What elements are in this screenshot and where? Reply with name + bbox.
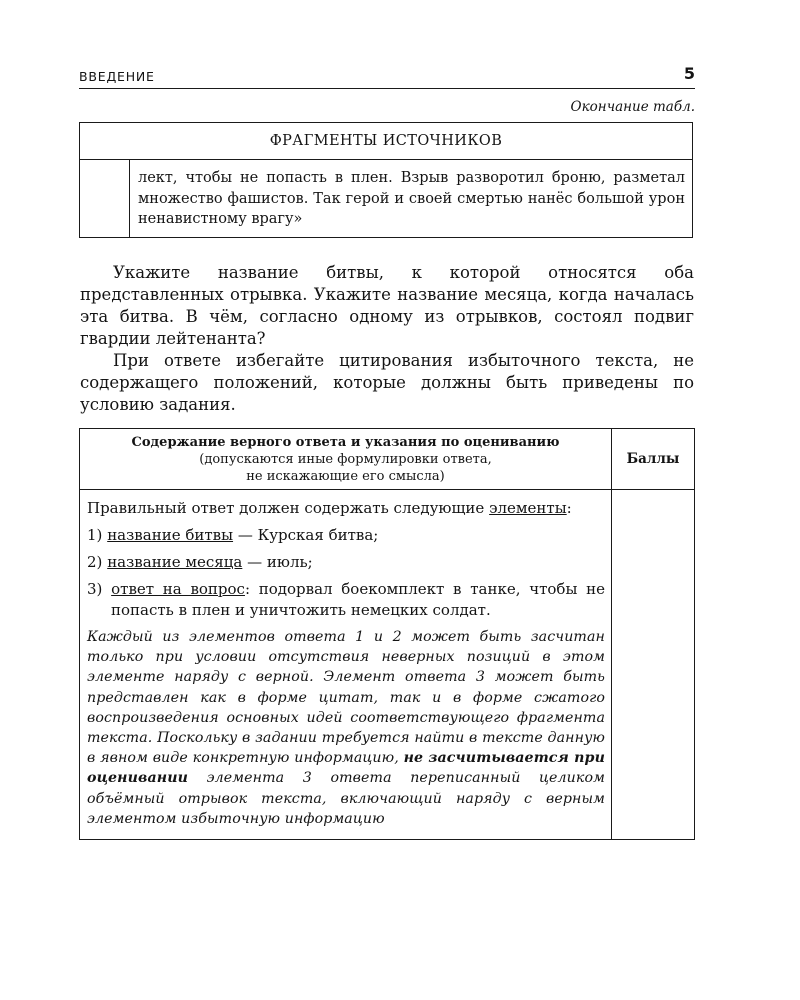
- instruction-paragraph: При ответе избегайте цитирования избыточного текста, не содержащего положений, которые должны быть приведены по условию задания.: [80, 351, 694, 414]
- content-column-header: [80, 429, 612, 490]
- score-cell: [612, 490, 695, 840]
- answer-element-3: [87, 579, 605, 621]
- answer-element-1: [87, 525, 605, 546]
- element-separator: —: [233, 526, 258, 544]
- grading-note: [87, 627, 605, 829]
- table-continuation-note: Окончание табл.: [570, 99, 695, 115]
- element-value: июль;: [266, 553, 313, 571]
- element-label: название месяца: [107, 553, 243, 571]
- fragment-text: лект, чтобы не попасть в плен. Взрыв разворотил броню, разметал множество фашистов. Так герой и своей смертью нанёс большой урон ненавистному врагу»: [138, 170, 685, 227]
- element-separator: —: [242, 553, 267, 571]
- content-header-note-2: не искажающие его смысла): [246, 468, 445, 484]
- element-value: Курская битва;: [257, 526, 379, 544]
- fragments-table-heading: ФРАГМЕНТЫ ИСТОЧНИКОВ: [80, 123, 693, 160]
- answer-content-cell: [80, 490, 612, 840]
- fragment-number-cell: [80, 160, 130, 238]
- table-row: [80, 490, 695, 840]
- element-label: название битвы: [107, 526, 234, 544]
- answer-element-2: [87, 552, 605, 573]
- source-fragments-table: [79, 122, 693, 238]
- content-header-note-1: (допускаются иные формулировки ответа,: [199, 451, 492, 467]
- answer-criteria-table: [79, 428, 695, 840]
- element-value: подорвал боекомплект в танке, чтобы не попасть в плен и уничтожить немецких солдат.: [111, 580, 605, 619]
- note-part-2: элемента 3 ответа переписанный целиком объёмный отрывок текста, включающий наряду с верным элементом избыточную информацию: [87, 770, 605, 827]
- page-header: [79, 64, 695, 89]
- element-label: ответ на вопрос: [111, 580, 245, 598]
- running-head: ВВЕДЕНИЕ: [79, 69, 155, 84]
- answer-intro: [87, 498, 605, 519]
- score-column-header: Баллы: [612, 429, 695, 490]
- task-question: [80, 262, 694, 416]
- content-header-title: Содержание верного ответа и указания по оцениванию: [131, 434, 560, 450]
- note-bold: не засчитывается при оценивании: [87, 750, 605, 787]
- element-separator: :: [244, 580, 259, 598]
- intro-underlined: элементы: [489, 499, 567, 517]
- element-number: 2): [87, 553, 103, 571]
- element-number: 3): [87, 580, 103, 598]
- intro-text: Правильный ответ должен содержать следующие: [87, 499, 485, 517]
- question-paragraph: Укажите название битвы, к которой относятся оба представленных отрывка. Укажите название месяца, когда началась эта битва. В чём, согласно одному из отрывков, состоял подвиг гвардии лейтенанта?: [80, 263, 694, 348]
- table-row: [80, 160, 693, 238]
- note-part-1: Каждый из элементов ответа 1 и 2 может быть засчитан только при условии отсутствия неверных позиций в этом элементе наряду с верной. Элемент ответа 3 может быть представлен как в форме цитат, так и в форме сжатого воспроизведения основных идей соответствующего фрагмента текста. Поскольку в задании требуется найти в тексте данную в явном виде конкретную информацию,: [87, 629, 605, 767]
- page-number: 5: [683, 64, 695, 83]
- intro-colon: :: [566, 499, 572, 517]
- element-number: 1): [87, 526, 103, 544]
